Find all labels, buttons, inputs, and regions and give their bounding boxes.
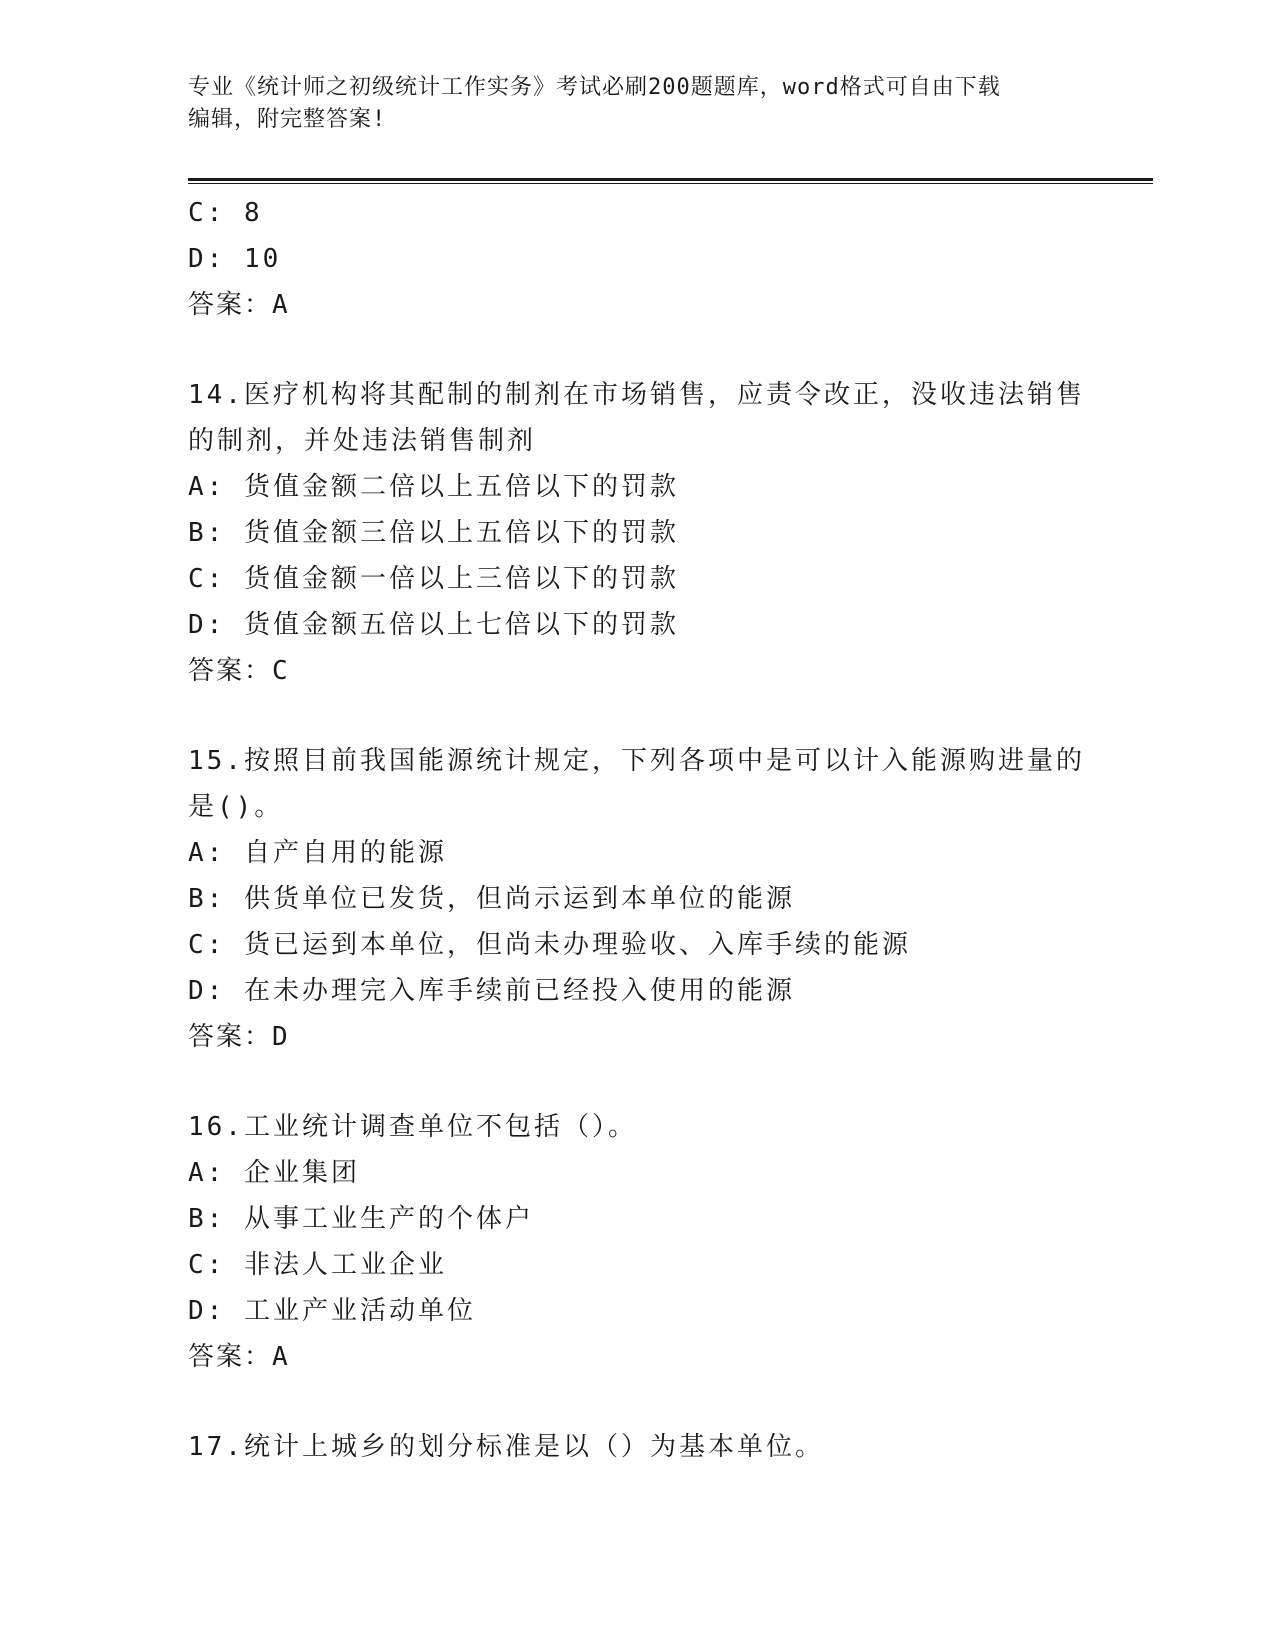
option-b: B: 供货单位已发货，但尚示运到本单位的能源 <box>188 884 795 914</box>
option-c: C: 非法人工业企业 <box>188 1250 447 1280</box>
spacer <box>188 328 1088 372</box>
option-c: C: 8 <box>188 198 263 228</box>
option-d: D: 在未办理完入库手续前已经投入使用的能源 <box>188 976 795 1006</box>
spacer <box>188 1060 1088 1104</box>
document-header <box>188 72 1088 136</box>
answer-line: 答案：C <box>188 656 290 686</box>
option-b: B: 货值金额三倍以上五倍以下的罚款 <box>188 518 679 548</box>
option-b: B: 从事工业生产的个体户 <box>188 1204 534 1234</box>
question-block-15 <box>188 738 1088 1060</box>
answer-line: 答案：D <box>188 1022 290 1052</box>
option-d: D: 10 <box>188 244 282 274</box>
option-a: A: 货值金额二倍以上五倍以下的罚款 <box>188 472 679 502</box>
question-stem-continued: 是()。 <box>188 792 284 822</box>
spacer <box>188 694 1088 738</box>
header-rule-thin <box>188 183 1153 184</box>
question-stem: 15.按照目前我国能源统计规定，下列各项中是可以计入能源购进量的 <box>188 746 1085 776</box>
question-block-16 <box>188 1104 1088 1380</box>
question-block-13 <box>188 190 1088 328</box>
header-rule-thick <box>188 178 1153 181</box>
question-stem-continued: 的制剂，并处违法销售制剂 <box>188 426 537 456</box>
question-block-14 <box>188 372 1088 694</box>
option-c: C: 货值金额一倍以上三倍以下的罚款 <box>188 564 679 594</box>
spacer <box>188 1380 1088 1424</box>
question-list <box>188 190 1088 1470</box>
question-stem: 17.统计上城乡的划分标准是以（）为基本单位。 <box>188 1432 824 1462</box>
answer-line: 答案：A <box>188 1342 290 1372</box>
header-line-2: 编辑，附完整答案! <box>188 107 387 132</box>
answer-line: 答案：A <box>188 290 290 320</box>
question-block-17 <box>188 1424 1088 1470</box>
option-a: A: 企业集团 <box>188 1158 360 1188</box>
option-d: D: 工业产业活动单位 <box>188 1296 476 1326</box>
question-stem: 14.医疗机构将其配制的制剂在市场销售，应责令改正，没收违法销售 <box>188 380 1085 410</box>
option-d: D: 货值金额五倍以上七倍以下的罚款 <box>188 610 679 640</box>
option-c: C: 货已运到本单位，但尚未办理验收、入库手续的能源 <box>188 930 911 960</box>
option-a: A: 自产自用的能源 <box>188 838 447 868</box>
header-line-1: 专业《统计师之初级统计工作实务》考试必刷200题题库，word格式可自由下载 <box>188 75 1001 100</box>
question-stem: 16.工业统计调查单位不包括（）。 <box>188 1112 637 1142</box>
